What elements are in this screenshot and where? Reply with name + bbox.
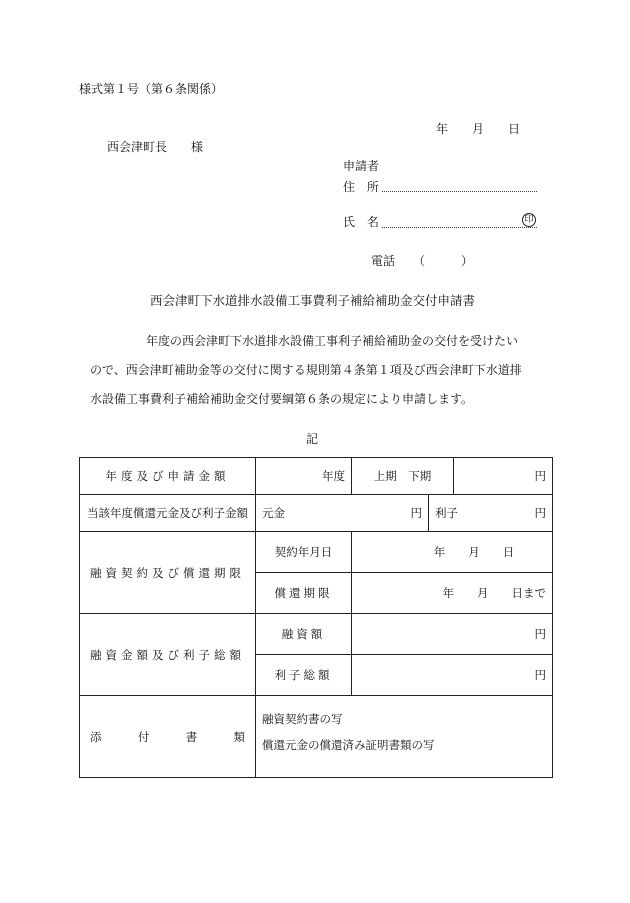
table-row-year [80,458,553,495]
body-line-2: ので、西会津町補助金等の交付に関する規則第４条第１項及び西会津町下水道排 [90,363,522,377]
table-row-attachments [80,696,553,778]
total-interest-label: 利子総額 [256,655,352,696]
attachment-item-2: 償還元金の償還済み証明書類の写 [262,738,435,752]
label-year-amount: 年度及び申請金額 [80,458,256,495]
term-label: 償還期限 [256,573,352,614]
label-loan-interest: 融資金額及び利子総額 [80,614,256,696]
addressee: 西会津町長 様 [107,140,204,154]
phone-label: 電話 （ ） [371,254,474,268]
year-field[interactable]: 年度 [256,458,352,495]
ki-mark: 記 [306,432,319,446]
attachments-list [256,696,553,778]
application-table [79,457,553,778]
interest-field[interactable] [429,495,553,532]
label-contract-term: 融資契約及び償還期限 [80,532,256,614]
principal-field[interactable] [256,495,429,532]
form-number: 様式第１号（第６条関係） [79,82,224,96]
name-label: 氏 名 [343,215,383,229]
amount-field[interactable]: 円 [454,458,553,495]
body-line-3: 水設備工事費利子補給補助金交付要綱第６条の規定により申請します。 [90,392,474,406]
principal-label: 元金 [262,506,285,520]
seal-mark: 印 [522,213,536,227]
table-row-loan [80,614,553,655]
loan-label: 融資額 [256,614,352,655]
label-principal-interest: 当該年度償還元金及び利子金額 [80,495,256,532]
attachment-item-1: 融資契約書の写 [262,712,343,726]
label-attachments [80,696,256,778]
contract-date-label: 契約年月日 [256,532,352,573]
attach-char-2: 付 [137,729,150,744]
attach-char-4: 類 [233,729,245,744]
loan-field[interactable]: 円 [352,614,553,655]
table-row-contract [80,532,553,573]
form-title: 西会津町下水道排水設備工事費利子補給補助金交付申請書 [150,293,476,308]
address-field[interactable] [382,191,537,192]
attach-char-3: 書 [185,729,198,744]
table-row-principal-interest [80,495,553,532]
period-field[interactable]: 上期 下期 [352,458,454,495]
term-field[interactable]: 年 月 日まで [352,573,553,614]
interest-label: 利子 [435,506,458,520]
address-label: 住 所 [343,180,383,194]
total-interest-field[interactable]: 円 [352,655,553,696]
body-line-1: 年度の西会津町下水道排水設備工事利子補給補助金の交付を受けたい [146,334,519,348]
contract-date-field[interactable]: 年 月 日 [352,532,553,573]
applicant-label: 申請者 [343,159,380,173]
date-line: 年 月 日 [436,122,521,136]
attach-char-1: 添 [90,729,102,744]
principal-unit: 円 [410,506,422,520]
name-field[interactable] [382,227,537,228]
interest-unit: 円 [534,506,546,520]
